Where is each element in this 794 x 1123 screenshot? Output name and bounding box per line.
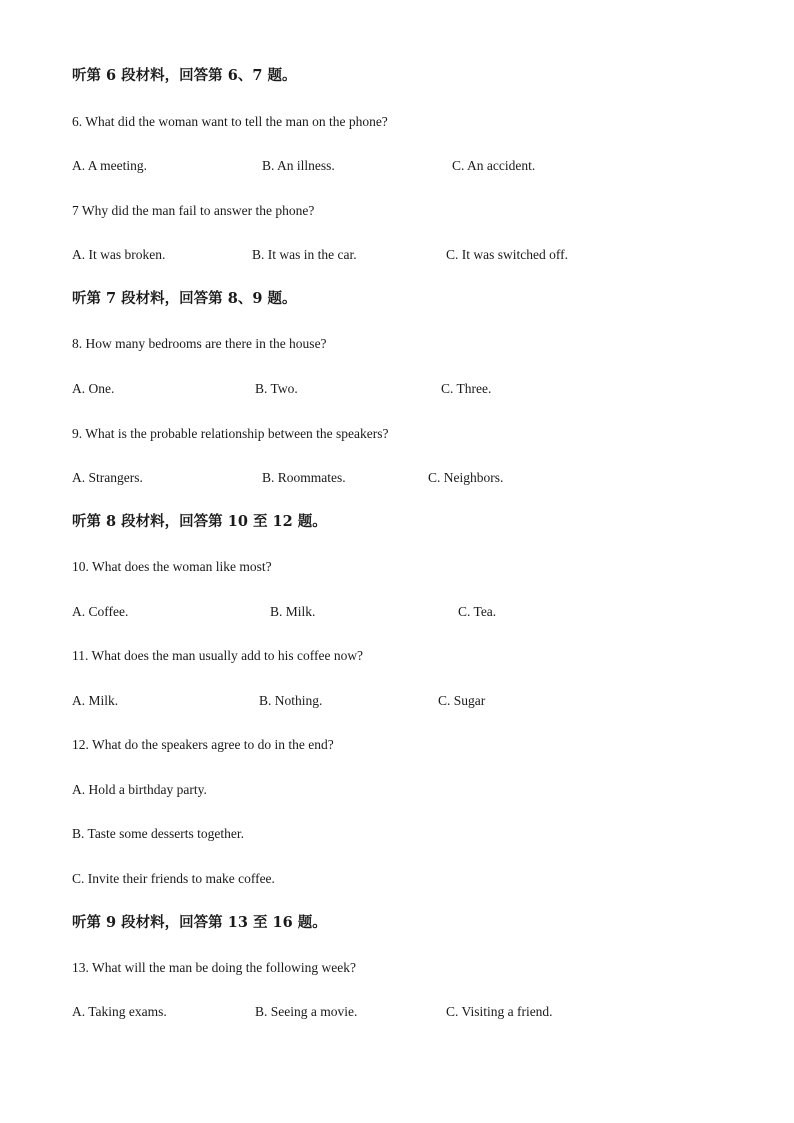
question-9-stem: 9. What is the probable relationship between the speakers? xyxy=(72,426,389,441)
question-12-option-c: C. Invite their friends to make coffee. xyxy=(72,871,275,886)
question-9-option-a: A. Strangers. xyxy=(72,470,143,485)
question-11-option-b: B. Nothing. xyxy=(259,693,323,708)
section-heading-6: 听第 6 段材料，回答第 6、7 题。 xyxy=(72,67,297,84)
question-10-option-c: C. Tea. xyxy=(458,604,497,619)
question-9-option-c: C. Neighbors. xyxy=(428,470,504,485)
question-12-option-a: A. Hold a birthday party. xyxy=(72,782,207,797)
section-heading-8: 听第 8 段材料，回答第 10 至 12 题。 xyxy=(72,513,327,530)
question-13-stem: 13. What will the man be doing the following week? xyxy=(72,960,356,975)
question-7-option-a: A. It was broken. xyxy=(72,247,166,262)
question-10-stem: 10. What does the woman like most? xyxy=(72,559,272,574)
question-10-option-a: A. Coffee. xyxy=(72,604,129,619)
question-13-option-c: C. Visiting a friend. xyxy=(446,1004,553,1019)
question-10-option-b: B. Milk. xyxy=(270,604,316,619)
question-11-option-a: A. Milk. xyxy=(72,693,119,708)
section-heading-7: 听第 7 段材料，回答第 8、9 题。 xyxy=(72,290,297,307)
question-6-option-a: A. A meeting. xyxy=(72,158,147,173)
question-6-option-b: B. An illness. xyxy=(262,158,335,173)
question-8-option-a: A. One. xyxy=(72,381,115,396)
question-11-option-c: C. Sugar xyxy=(438,693,486,708)
question-8-option-c: C. Three. xyxy=(441,381,492,396)
question-9-option-b: B. Roommates. xyxy=(262,470,346,485)
question-8-option-b: B. Two. xyxy=(255,381,298,396)
question-13-option-a: A. Taking exams. xyxy=(72,1004,167,1019)
question-6-option-c: C. An accident. xyxy=(452,158,536,173)
question-11-stem: 11. What does the man usually add to his coffee now? xyxy=(72,648,364,663)
question-7-option-b: B. It was in the car. xyxy=(252,247,357,262)
question-12-stem: 12. What do the speakers agree to do in the end? xyxy=(72,737,334,752)
question-8-stem: 8. How many bedrooms are there in the house? xyxy=(72,336,327,351)
question-6-stem: 6. What did the woman want to tell the man on the phone? xyxy=(72,114,388,129)
section-heading-9: 听第 9 段材料，回答第 13 至 16 题。 xyxy=(72,914,327,931)
question-12-option-b: B. Taste some desserts together. xyxy=(72,826,245,841)
question-7-option-c: C. It was switched off. xyxy=(446,247,568,262)
question-13-option-b: B. Seeing a movie. xyxy=(255,1004,358,1019)
question-7-stem: 7 Why did the man fail to answer the phone? xyxy=(72,203,315,218)
